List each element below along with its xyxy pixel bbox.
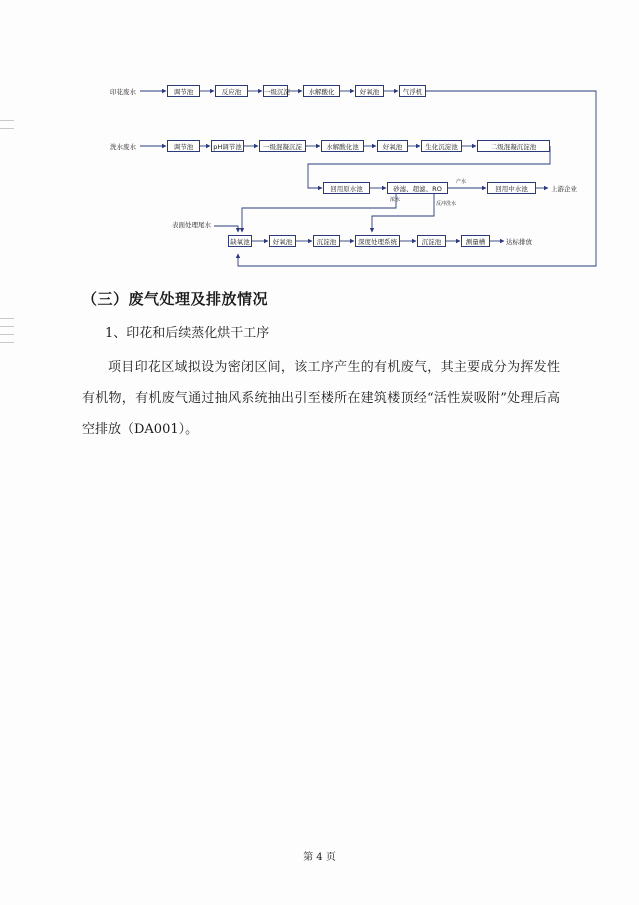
source-printing-wastewater: 印花废水 — [110, 88, 136, 96]
flow-lines — [104, 76, 604, 276]
destination-upstream: 上游企业 — [551, 185, 577, 193]
process-box: 测量槽 — [461, 235, 490, 247]
subheading: 1、印花和后续蒸化烘干工序 — [105, 326, 270, 341]
destination-discharge: 达标排放 — [506, 238, 532, 246]
process-box: 水解酸化池 — [321, 140, 364, 152]
concentrate-label: 浓水 — [390, 197, 401, 203]
process-box: 回用中水池 — [487, 182, 536, 194]
process-box: 调节池 — [167, 85, 200, 97]
scan-edge-mark — [0, 326, 14, 327]
process-box: pH调节池 — [211, 140, 244, 152]
process-box: 反应池 — [215, 85, 248, 97]
scan-edge-mark — [0, 318, 14, 319]
process-box: 沉淀池 — [313, 235, 340, 247]
process-box: 缺氧池 — [228, 235, 252, 247]
process-box: 好氧池 — [377, 140, 408, 152]
scan-edge-mark — [0, 342, 14, 343]
section-title: （三）废气处理及排放情况 — [82, 290, 269, 308]
process-box: 水解酸化 — [303, 85, 340, 97]
backwash-label: 反冲洗水 — [436, 201, 457, 207]
process-box: 调节池 — [167, 140, 200, 152]
body-paragraph: 项目印花区域拟设为密闭区间，该工序产生的有机废气，其主要成分为挥发性有机物，有机废气通过抽风系统抽出引至楼所在建筑楼顶经“活性炭吸附”处理后高空排放（DA001）。 — [82, 360, 560, 437]
process-box: 砂滤、超滤、RO — [387, 182, 448, 194]
page-number: 第 4 页 — [303, 852, 336, 863]
process-box: 一级混凝沉淀 — [259, 140, 306, 152]
source-washing-wastewater: 洗水废水 — [110, 143, 136, 151]
process-box: 一级沉淀 — [263, 85, 288, 97]
process-box: 沉淀池 — [417, 235, 446, 247]
process-box: 二级混凝沉淀池 — [477, 140, 550, 152]
process-box: 回用原水池 — [323, 182, 370, 194]
process-box: 深度处理系统 — [355, 235, 400, 247]
process-box: 好氧池 — [355, 85, 384, 97]
scan-edge-mark — [0, 120, 14, 121]
process-box: 生化沉淀池 — [421, 140, 462, 152]
scan-edge-mark — [0, 128, 14, 129]
process-box: 气浮机 — [399, 85, 426, 97]
process-box: 好氧池 — [269, 235, 296, 247]
scan-edge-mark — [0, 334, 14, 335]
source-surface-treatment: 表面处理尾水 — [172, 221, 211, 229]
product-water-label: 产水 — [456, 179, 467, 185]
wastewater-flow-diagram — [104, 76, 604, 276]
